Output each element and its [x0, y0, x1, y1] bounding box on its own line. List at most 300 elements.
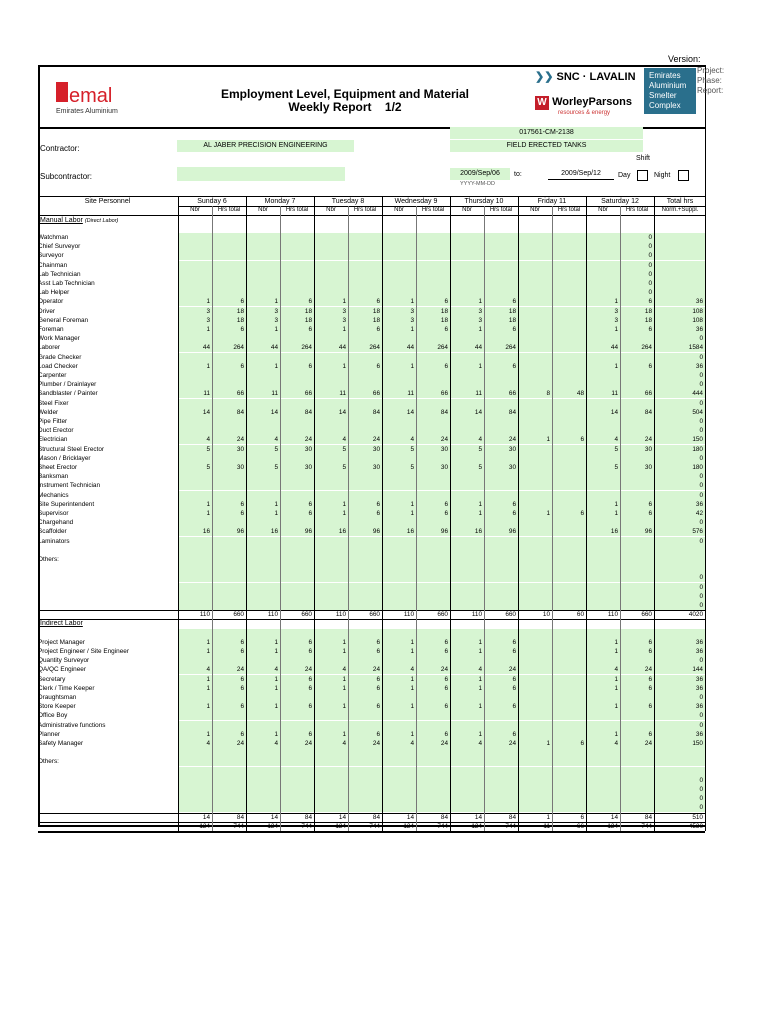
- cell-value[interactable]: 6: [512, 675, 516, 683]
- cell-value[interactable]: 30: [644, 445, 652, 453]
- cell-value[interactable]: 30: [508, 464, 516, 471]
- cell-value[interactable]: 11: [203, 390, 210, 398]
- cell-value[interactable]: 6: [240, 362, 244, 370]
- row-input-band[interactable]: [178, 518, 705, 527]
- cell-value[interactable]: 0: [648, 234, 652, 241]
- contractor-field[interactable]: AL JABER PRECISION ENGINEERING: [177, 140, 354, 152]
- cell-value[interactable]: 6: [648, 362, 652, 370]
- row-input-band[interactable]: [178, 454, 705, 463]
- night-checkbox[interactable]: [678, 170, 689, 181]
- cell-value[interactable]: 30: [508, 445, 516, 453]
- cell-value[interactable]: 66: [304, 390, 312, 398]
- cell-value[interactable]: 1: [478, 703, 482, 711]
- row-input-band[interactable]: [178, 537, 705, 546]
- cell-value[interactable]: 6: [308, 326, 312, 333]
- cell-value[interactable]: 5: [410, 464, 414, 471]
- cell-value[interactable]: 6: [512, 638, 516, 646]
- row-input-band[interactable]: [178, 371, 705, 380]
- cell-value[interactable]: 6: [376, 684, 380, 692]
- cell-value[interactable]: 24: [440, 666, 448, 674]
- cell-value[interactable]: 1: [614, 684, 618, 692]
- cell-value[interactable]: 44: [202, 344, 210, 352]
- cell-value[interactable]: 6: [648, 298, 652, 306]
- cell-value[interactable]: 264: [641, 344, 652, 352]
- cell-value[interactable]: 4: [274, 666, 278, 674]
- row-input-band[interactable]: [178, 564, 705, 573]
- cell-value[interactable]: 30: [304, 445, 312, 453]
- row-input-band[interactable]: [178, 748, 705, 757]
- cell-value[interactable]: 5: [342, 445, 346, 453]
- row-input-band[interactable]: [178, 399, 705, 408]
- cell-value[interactable]: 6: [512, 298, 516, 306]
- cell-value[interactable]: 4: [274, 740, 278, 747]
- cell-value[interactable]: 3: [274, 316, 278, 324]
- cell-value[interactable]: 44: [406, 344, 414, 352]
- cell-value[interactable]: 4: [614, 740, 618, 747]
- cell-value[interactable]: 30: [304, 464, 312, 471]
- cell-value[interactable]: 6: [308, 500, 312, 508]
- cell-value[interactable]: 6: [512, 362, 516, 370]
- cell-value[interactable]: 1: [410, 500, 414, 508]
- cell-value[interactable]: 1: [478, 675, 482, 683]
- row-input-band[interactable]: [178, 656, 705, 665]
- day-checkbox[interactable]: [637, 170, 648, 181]
- cell-value[interactable]: 4: [342, 740, 346, 747]
- cell-value[interactable]: 3: [206, 307, 210, 315]
- cell-value[interactable]: 11: [407, 390, 414, 398]
- cell-value[interactable]: 66: [508, 390, 516, 398]
- cell-value[interactable]: 6: [444, 648, 448, 655]
- cell-value[interactable]: 6: [308, 684, 312, 692]
- cell-value[interactable]: 16: [270, 528, 278, 536]
- cell-value[interactable]: 4: [614, 666, 618, 674]
- row-input-band[interactable]: [178, 767, 705, 776]
- cell-value[interactable]: 6: [376, 500, 380, 508]
- cell-value[interactable]: 6: [580, 436, 584, 444]
- cell-value[interactable]: 6: [444, 500, 448, 508]
- cell-value[interactable]: 0: [648, 243, 652, 251]
- cell-value[interactable]: 30: [440, 464, 448, 471]
- cell-value[interactable]: 1: [342, 362, 346, 370]
- cell-value[interactable]: 6: [376, 362, 380, 370]
- cell-value[interactable]: 6: [580, 740, 584, 747]
- cell-value[interactable]: 1: [614, 648, 618, 655]
- cell-value[interactable]: 6: [512, 326, 516, 333]
- cell-value[interactable]: 24: [372, 740, 380, 747]
- cell-value[interactable]: 264: [233, 344, 244, 352]
- cell-value[interactable]: 84: [372, 408, 380, 416]
- cell-value[interactable]: 18: [440, 316, 448, 324]
- cell-value[interactable]: 1: [614, 703, 618, 711]
- cell-value[interactable]: 30: [644, 464, 652, 471]
- cell-value[interactable]: 4: [410, 740, 414, 747]
- cell-value[interactable]: 3: [342, 316, 346, 324]
- cell-value[interactable]: 4: [478, 436, 482, 444]
- cell-value[interactable]: 1: [478, 638, 482, 646]
- cell-value[interactable]: 24: [372, 436, 380, 444]
- cell-value[interactable]: 1: [342, 675, 346, 683]
- cell-value[interactable]: 1: [410, 684, 414, 692]
- cell-value[interactable]: 6: [240, 326, 244, 333]
- cell-value[interactable]: 1: [274, 298, 278, 306]
- cell-value[interactable]: 1: [410, 638, 414, 646]
- cell-value[interactable]: 24: [508, 666, 516, 674]
- cell-value[interactable]: 84: [236, 408, 244, 416]
- cell-value[interactable]: 18: [644, 307, 652, 315]
- row-input-band[interactable]: [178, 546, 705, 555]
- cell-value[interactable]: 1: [478, 362, 482, 370]
- cell-value[interactable]: 11: [271, 390, 278, 398]
- cell-value[interactable]: 1: [274, 326, 278, 333]
- cell-value[interactable]: 24: [440, 740, 448, 747]
- cell-value[interactable]: 6: [648, 638, 652, 646]
- cell-value[interactable]: 1: [614, 510, 618, 517]
- cell-value[interactable]: 6: [308, 675, 312, 683]
- cell-value[interactable]: 3: [478, 307, 482, 315]
- row-input-band[interactable]: [178, 785, 705, 794]
- cell-value[interactable]: 264: [437, 344, 448, 352]
- cell-value[interactable]: 96: [304, 528, 312, 536]
- cell-value[interactable]: 3: [410, 316, 414, 324]
- cell-value[interactable]: 1: [206, 730, 210, 738]
- cell-value[interactable]: 1: [206, 675, 210, 683]
- cell-value[interactable]: 1: [206, 648, 210, 655]
- cell-value[interactable]: 3: [614, 316, 618, 324]
- cell-value[interactable]: 5: [342, 464, 346, 471]
- cell-value[interactable]: 1: [206, 362, 210, 370]
- cell-value[interactable]: 66: [372, 390, 380, 398]
- cell-value[interactable]: 14: [406, 408, 414, 416]
- cell-value[interactable]: 1: [478, 500, 482, 508]
- row-input-band[interactable]: [178, 794, 705, 803]
- cell-value[interactable]: 6: [648, 510, 652, 517]
- cell-value[interactable]: 5: [274, 445, 278, 453]
- cell-value[interactable]: 6: [512, 730, 516, 738]
- cell-value[interactable]: 6: [376, 648, 380, 655]
- cell-value[interactable]: 1: [274, 675, 278, 683]
- cell-value[interactable]: 16: [202, 528, 210, 536]
- cell-value[interactable]: 264: [369, 344, 380, 352]
- cell-value[interactable]: 1: [614, 638, 618, 646]
- cell-value[interactable]: 30: [236, 445, 244, 453]
- cell-value[interactable]: 1: [342, 684, 346, 692]
- cell-value[interactable]: 18: [440, 307, 448, 315]
- cell-value[interactable]: 8: [546, 390, 550, 398]
- cell-value[interactable]: 1: [274, 638, 278, 646]
- cell-value[interactable]: 6: [444, 326, 448, 333]
- cell-value[interactable]: 6: [444, 362, 448, 370]
- cell-value[interactable]: 1: [342, 730, 346, 738]
- cell-value[interactable]: 30: [440, 445, 448, 453]
- cell-value[interactable]: 44: [474, 344, 482, 352]
- cell-value[interactable]: 6: [512, 510, 516, 517]
- row-input-band[interactable]: [178, 629, 705, 638]
- cell-value[interactable]: 18: [508, 316, 516, 324]
- cell-value[interactable]: 24: [644, 666, 652, 674]
- cell-value[interactable]: 6: [308, 648, 312, 655]
- cell-value[interactable]: 66: [236, 390, 244, 398]
- cell-value[interactable]: 24: [304, 740, 312, 747]
- cell-value[interactable]: 6: [376, 510, 380, 517]
- row-input-band[interactable]: [178, 334, 705, 343]
- row-input-band[interactable]: [178, 481, 705, 490]
- cell-value[interactable]: 30: [236, 464, 244, 471]
- cell-value[interactable]: 6: [240, 638, 244, 646]
- cell-value[interactable]: 84: [440, 408, 448, 416]
- cell-value[interactable]: 6: [444, 684, 448, 692]
- cell-value[interactable]: 24: [440, 436, 448, 444]
- cell-value[interactable]: 1: [614, 730, 618, 738]
- cell-value[interactable]: 18: [508, 307, 516, 315]
- cell-value[interactable]: 18: [372, 316, 380, 324]
- cell-value[interactable]: 1: [410, 298, 414, 306]
- scope-field[interactable]: FIELD ERECTED TANKS: [450, 140, 643, 152]
- cell-value[interactable]: 1: [410, 510, 414, 517]
- cell-value[interactable]: 3: [478, 316, 482, 324]
- cell-value[interactable]: 5: [206, 464, 210, 471]
- cell-value[interactable]: 96: [236, 528, 244, 536]
- cell-value[interactable]: 1: [478, 326, 482, 333]
- cell-value[interactable]: 6: [512, 500, 516, 508]
- cell-value[interactable]: 4: [478, 740, 482, 747]
- cell-value[interactable]: 1: [206, 510, 210, 517]
- cell-value[interactable]: 6: [376, 298, 380, 306]
- subcontractor-field[interactable]: [177, 167, 345, 181]
- cell-value[interactable]: 14: [270, 408, 278, 416]
- cell-value[interactable]: 24: [508, 740, 516, 747]
- cell-value[interactable]: 18: [304, 316, 312, 324]
- cell-value[interactable]: 14: [474, 408, 482, 416]
- cell-value[interactable]: 6: [648, 326, 652, 333]
- cell-value[interactable]: 6: [240, 684, 244, 692]
- cell-value[interactable]: 6: [648, 703, 652, 711]
- project-code-field[interactable]: 017561-CM-2138: [450, 127, 643, 139]
- cell-value[interactable]: 6: [240, 703, 244, 711]
- cell-value[interactable]: 16: [474, 528, 482, 536]
- cell-value[interactable]: 1: [342, 326, 346, 333]
- cell-value[interactable]: 1: [478, 298, 482, 306]
- row-input-band[interactable]: [178, 803, 705, 812]
- row-input-band[interactable]: [178, 601, 705, 610]
- cell-value[interactable]: 6: [512, 684, 516, 692]
- cell-value[interactable]: 24: [236, 740, 244, 747]
- row-input-band[interactable]: [178, 417, 705, 426]
- cell-value[interactable]: 1: [206, 500, 210, 508]
- cell-value[interactable]: 6: [444, 638, 448, 646]
- cell-value[interactable]: 1: [410, 730, 414, 738]
- cell-value[interactable]: 1: [410, 362, 414, 370]
- row-input-band[interactable]: [178, 353, 705, 362]
- cell-value[interactable]: 6: [240, 675, 244, 683]
- cell-value[interactable]: 0: [648, 280, 652, 287]
- cell-value[interactable]: 5: [478, 464, 482, 471]
- row-input-band[interactable]: [178, 426, 705, 435]
- cell-value[interactable]: 1: [410, 675, 414, 683]
- cell-value[interactable]: 1: [614, 362, 618, 370]
- cell-value[interactable]: 1: [206, 638, 210, 646]
- cell-value[interactable]: 30: [372, 464, 380, 471]
- cell-value[interactable]: 24: [304, 666, 312, 674]
- cell-value[interactable]: 24: [644, 740, 652, 747]
- cell-value[interactable]: 6: [308, 510, 312, 517]
- cell-value[interactable]: 6: [240, 648, 244, 655]
- cell-value[interactable]: 4: [342, 666, 346, 674]
- cell-value[interactable]: 1: [206, 298, 210, 306]
- cell-value[interactable]: 6: [444, 298, 448, 306]
- cell-value[interactable]: 48: [576, 390, 584, 398]
- cell-value[interactable]: 66: [440, 390, 448, 398]
- cell-value[interactable]: 0: [648, 252, 652, 260]
- cell-value[interactable]: 1: [342, 703, 346, 711]
- cell-value[interactable]: 1: [614, 326, 618, 333]
- row-input-band[interactable]: [178, 693, 705, 702]
- cell-value[interactable]: 1: [274, 684, 278, 692]
- cell-value[interactable]: 1: [614, 500, 618, 508]
- cell-value[interactable]: 6: [444, 703, 448, 711]
- cell-value[interactable]: 84: [644, 408, 652, 416]
- cell-value[interactable]: 96: [440, 528, 448, 536]
- row-input-band[interactable]: [178, 491, 705, 500]
- date-from-field[interactable]: 2009/Sep/06: [450, 168, 510, 180]
- cell-value[interactable]: 6: [444, 675, 448, 683]
- cell-value[interactable]: 3: [614, 307, 618, 315]
- cell-value[interactable]: 1: [546, 436, 550, 444]
- cell-value[interactable]: 18: [236, 316, 244, 324]
- row-input-band[interactable]: [178, 555, 705, 564]
- cell-value[interactable]: 84: [304, 408, 312, 416]
- row-input-band[interactable]: [178, 472, 705, 481]
- row-input-band[interactable]: [178, 721, 705, 730]
- cell-value[interactable]: 44: [610, 344, 618, 352]
- cell-value[interactable]: 14: [202, 408, 210, 416]
- cell-value[interactable]: 5: [614, 445, 618, 453]
- cell-value[interactable]: 24: [304, 436, 312, 444]
- cell-value[interactable]: 24: [372, 666, 380, 674]
- cell-value[interactable]: 4: [614, 436, 618, 444]
- cell-value[interactable]: 6: [444, 510, 448, 517]
- cell-value[interactable]: 16: [610, 528, 618, 536]
- cell-value[interactable]: 96: [508, 528, 516, 536]
- row-input-band[interactable]: [178, 757, 705, 766]
- cell-value[interactable]: 4: [410, 666, 414, 674]
- cell-value[interactable]: 1: [546, 740, 550, 747]
- cell-value[interactable]: 1: [274, 730, 278, 738]
- cell-value[interactable]: 264: [301, 344, 312, 352]
- cell-value[interactable]: 6: [512, 648, 516, 655]
- cell-value[interactable]: 6: [580, 510, 584, 517]
- cell-value[interactable]: 14: [610, 408, 618, 416]
- cell-value[interactable]: 84: [508, 408, 516, 416]
- cell-value[interactable]: 1: [274, 500, 278, 508]
- row-input-band[interactable]: [178, 711, 705, 720]
- cell-value[interactable]: 6: [308, 638, 312, 646]
- cell-value[interactable]: 11: [475, 390, 482, 398]
- row-input-band[interactable]: [178, 380, 705, 389]
- cell-value[interactable]: 1: [206, 326, 210, 333]
- cell-value[interactable]: 0: [648, 289, 652, 297]
- cell-value[interactable]: 4: [342, 436, 346, 444]
- cell-value[interactable]: 1: [274, 703, 278, 711]
- cell-value[interactable]: 3: [206, 316, 210, 324]
- row-input-band[interactable]: [178, 776, 705, 785]
- cell-value[interactable]: 1: [478, 730, 482, 738]
- cell-value[interactable]: 1: [410, 326, 414, 333]
- cell-value[interactable]: 6: [376, 638, 380, 646]
- cell-value[interactable]: 1: [614, 298, 618, 306]
- cell-value[interactable]: 6: [308, 362, 312, 370]
- cell-value[interactable]: 24: [236, 436, 244, 444]
- cell-value[interactable]: 4: [410, 436, 414, 444]
- cell-value[interactable]: 4: [206, 666, 210, 674]
- cell-value[interactable]: 1: [274, 362, 278, 370]
- cell-value[interactable]: 18: [644, 316, 652, 324]
- cell-value[interactable]: 44: [338, 344, 346, 352]
- cell-value[interactable]: 6: [648, 730, 652, 738]
- cell-value[interactable]: 16: [406, 528, 414, 536]
- row-input-band[interactable]: [178, 583, 705, 592]
- cell-value[interactable]: 6: [648, 675, 652, 683]
- cell-value[interactable]: 1: [614, 675, 618, 683]
- cell-value[interactable]: 3: [342, 307, 346, 315]
- cell-value[interactable]: 5: [410, 445, 414, 453]
- cell-value[interactable]: 6: [376, 703, 380, 711]
- cell-value[interactable]: 4: [206, 740, 210, 747]
- cell-value[interactable]: 1: [478, 510, 482, 517]
- cell-value[interactable]: 1: [274, 510, 278, 517]
- cell-value[interactable]: 6: [512, 703, 516, 711]
- cell-value[interactable]: 6: [376, 730, 380, 738]
- cell-value[interactable]: 96: [372, 528, 380, 536]
- cell-value[interactable]: 3: [274, 307, 278, 315]
- cell-value[interactable]: 1: [478, 648, 482, 655]
- cell-value[interactable]: 1: [206, 703, 210, 711]
- cell-value[interactable]: 14: [338, 408, 346, 416]
- cell-value[interactable]: 18: [304, 307, 312, 315]
- cell-value[interactable]: 5: [478, 445, 482, 453]
- cell-value[interactable]: 11: [339, 390, 346, 398]
- cell-value[interactable]: 4: [478, 666, 482, 674]
- date-to-field[interactable]: 2009/Sep/12: [548, 168, 614, 180]
- cell-value[interactable]: 1: [274, 648, 278, 655]
- cell-value[interactable]: 18: [372, 307, 380, 315]
- cell-value[interactable]: 6: [376, 326, 380, 333]
- cell-value[interactable]: 1: [546, 510, 550, 517]
- cell-value[interactable]: 5: [206, 445, 210, 453]
- cell-value[interactable]: 6: [648, 500, 652, 508]
- cell-value[interactable]: 264: [505, 344, 516, 352]
- cell-value[interactable]: 6: [376, 675, 380, 683]
- cell-value[interactable]: 6: [444, 730, 448, 738]
- cell-value[interactable]: 1: [342, 298, 346, 306]
- cell-value[interactable]: 4: [206, 436, 210, 444]
- cell-value[interactable]: 6: [648, 648, 652, 655]
- cell-value[interactable]: 24: [236, 666, 244, 674]
- cell-value[interactable]: 18: [236, 307, 244, 315]
- cell-value[interactable]: 0: [648, 261, 652, 269]
- cell-value[interactable]: 16: [338, 528, 346, 536]
- cell-value[interactable]: 6: [648, 684, 652, 692]
- cell-value[interactable]: 6: [240, 730, 244, 738]
- cell-value[interactable]: 30: [372, 445, 380, 453]
- cell-value[interactable]: 1: [342, 510, 346, 517]
- cell-value[interactable]: 1: [410, 703, 414, 711]
- cell-value[interactable]: 5: [614, 464, 618, 471]
- cell-value[interactable]: 1: [478, 684, 482, 692]
- cell-value[interactable]: 6: [240, 298, 244, 306]
- cell-value[interactable]: 24: [644, 436, 652, 444]
- cell-value[interactable]: 6: [308, 703, 312, 711]
- cell-value[interactable]: 1: [342, 648, 346, 655]
